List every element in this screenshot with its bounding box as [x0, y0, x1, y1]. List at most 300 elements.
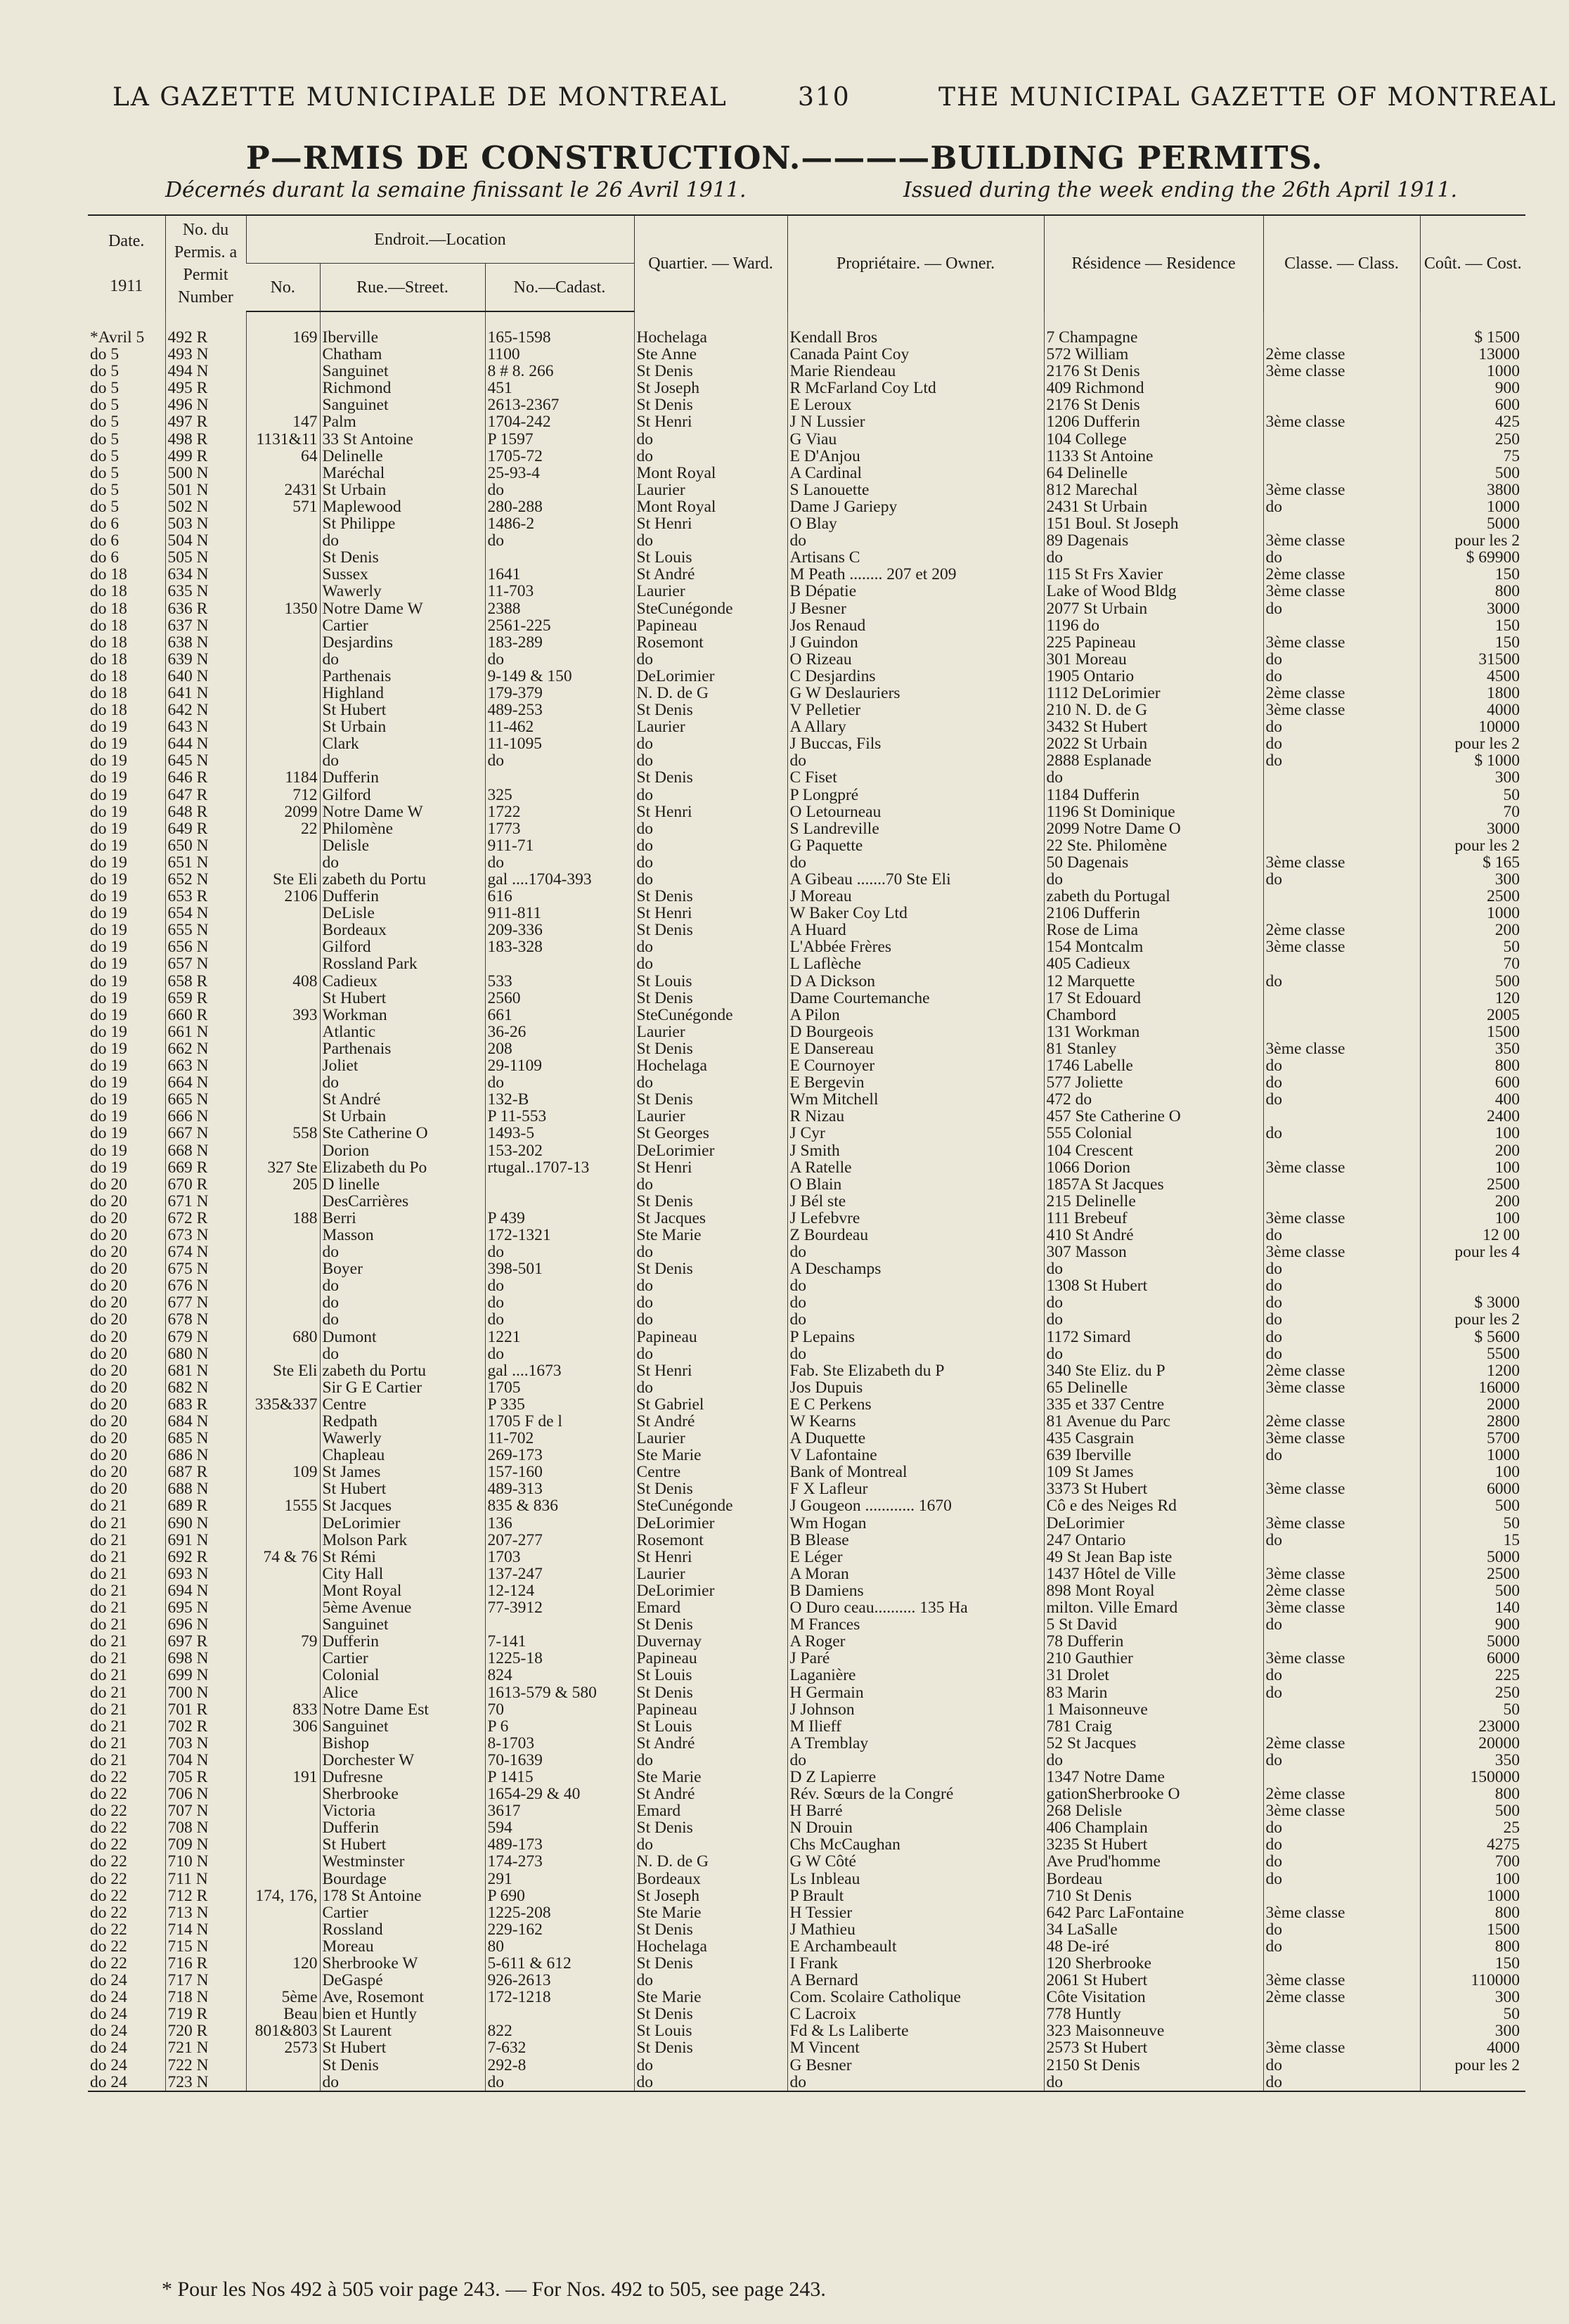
table-row: [88, 431, 1525, 448]
permits-table-wrap: [88, 214, 1525, 2092]
cell-owner: Z Bourdeau: [787, 1227, 1044, 1244]
cell-cost: 150: [1420, 1955, 1525, 1972]
cell-cadastre: 269-173: [485, 1447, 634, 1464]
cell-residence: 812 Marechal: [1044, 482, 1263, 498]
table-row: [88, 1836, 1525, 1853]
cell-street: bien et Huntly: [320, 2006, 485, 2022]
table-row: [88, 1752, 1525, 1769]
cell-residence: 1112 DeLorimier: [1044, 685, 1263, 702]
cell-class: do: [1263, 718, 1420, 735]
table-row: [88, 1938, 1525, 1955]
cell-permit-number: 688 N: [165, 1480, 246, 1497]
cell-permit-number: 662 N: [165, 1040, 246, 1057]
cell-cost: 800: [1420, 1904, 1525, 1921]
cell-cadastre: [485, 549, 634, 566]
cell-residence: 1746 Labelle: [1044, 1057, 1263, 1074]
cell-street-number: [246, 1244, 320, 1260]
cell-permit-number: 645 N: [165, 752, 246, 769]
cell-cost: 500: [1420, 1582, 1525, 1599]
cell-street-number: 191: [246, 1769, 320, 1786]
cell-owner: D Z Lapierre: [787, 1769, 1044, 1786]
cell-cadastre: do: [485, 1277, 634, 1294]
cell-permit-number: 646 R: [165, 769, 246, 786]
cell-ward: Laurier: [634, 482, 787, 498]
cell-cost: 1500: [1420, 1024, 1525, 1040]
cell-class: 3ème classe: [1263, 1599, 1420, 1616]
cell-ward: Papineau: [634, 1650, 787, 1667]
cell-cost: 100: [1420, 1210, 1525, 1227]
cell-cadastre: 11-703: [485, 583, 634, 600]
table-row: [88, 1480, 1525, 1497]
cell-residence: 81 Stanley: [1044, 1040, 1263, 1057]
cell-date: do 19: [90, 803, 127, 820]
cell-cadastre: do: [485, 2074, 634, 2091]
cell-owner: E D'Anjou: [787, 448, 1044, 465]
cell-cadastre: [485, 1176, 634, 1193]
cell-ward: do: [634, 1972, 787, 1989]
cell-street-number: [246, 837, 320, 854]
cell-owner: V Lafontaine: [787, 1447, 1044, 1464]
cell-street-number: [246, 668, 320, 685]
cell-ward: St Denis: [634, 1091, 787, 1108]
cell-class: 3ème classe: [1263, 854, 1420, 871]
col-cost: Coût. — Cost.: [1420, 215, 1525, 311]
cell-ward: St Henri: [634, 413, 787, 430]
cell-street-number: [246, 1802, 320, 1819]
cell-cadastre: 2388: [485, 600, 634, 617]
cell-permit-number: 682 N: [165, 1379, 246, 1396]
table-row: [88, 2074, 1525, 2091]
cell-date: do 19: [90, 1125, 127, 1142]
cell-ward: St Denis: [634, 1955, 787, 1972]
table-row: [88, 1464, 1525, 1480]
cell-ward: do: [634, 820, 787, 837]
cell-permit-number: 708 N: [165, 1819, 246, 1836]
cell-date: do 20: [90, 1311, 127, 1329]
cell-class: [1263, 888, 1420, 905]
cell-permit-number: 644 N: [165, 735, 246, 752]
table-row: [88, 1040, 1525, 1057]
cell-cost: 300: [1420, 1989, 1525, 2006]
cell-owner: do: [787, 1277, 1044, 1294]
cell-class: 3ème classe: [1263, 1040, 1420, 1057]
cell-street: DesCarrières: [320, 1193, 485, 1210]
cell-street-number: [246, 1379, 320, 1396]
cell-permit-number: 635 N: [165, 583, 246, 600]
cell-street-number: [246, 1480, 320, 1497]
cell-street-number: 2099: [246, 803, 320, 820]
cell-date: do 18: [90, 583, 127, 600]
cell-cost: 250: [1420, 431, 1525, 448]
cell-cost: 1000: [1420, 363, 1525, 380]
cell-street-number: 22: [246, 820, 320, 837]
cell-ward: St Henri: [634, 515, 787, 532]
cell-cadastre: 183-289: [485, 634, 634, 651]
table-row: [88, 769, 1525, 786]
cell-ward: St Joseph: [634, 1887, 787, 1904]
cell-class: [1263, 905, 1420, 922]
cell-residence: 3432 St Hubert: [1044, 718, 1263, 735]
table-row: [88, 1887, 1525, 1904]
cell-cost: 2800: [1420, 1413, 1525, 1430]
cell-street: Delisle: [320, 837, 485, 854]
cell-ward: St Denis: [634, 702, 787, 718]
cell-cadastre: 926-2613: [485, 1972, 634, 1989]
cell-street-number: 833: [246, 1701, 320, 1718]
cell-ward: St Denis: [634, 990, 787, 1007]
cell-street-number: [246, 718, 320, 735]
cell-class: 2ème classe: [1263, 1362, 1420, 1379]
cell-street: Dumont: [320, 1329, 485, 1345]
cell-cost: 800: [1420, 583, 1525, 600]
cell-ward: DeLorimier: [634, 1142, 787, 1159]
cell-owner: Wm Hogan: [787, 1515, 1044, 1532]
cell-cost: 4275: [1420, 1836, 1525, 1853]
cell-residence: 555 Colonial: [1044, 1125, 1263, 1142]
cell-street-number: [246, 2074, 320, 2091]
cell-cost: pour les 2: [1420, 1311, 1525, 1328]
cell-cost: $ 69900: [1420, 549, 1525, 566]
cell-ward: do: [634, 1244, 787, 1260]
cell-street: do: [320, 1345, 485, 1362]
cell-residence: Côte Visitation: [1044, 1989, 1263, 2006]
cell-class: do: [1263, 871, 1420, 888]
cell-cadastre: 11-1095: [485, 735, 634, 752]
cell-cost: 800: [1420, 1786, 1525, 1802]
cell-street-number: [246, 549, 320, 566]
cell-ward: Hochelaga: [634, 1938, 787, 1955]
cell-class: 3ème classe: [1263, 1566, 1420, 1582]
cell-ward: do: [634, 2074, 787, 2091]
cell-class: [1263, 837, 1420, 854]
cell-permit-number: 713 N: [165, 1904, 246, 1921]
cell-street: Redpath: [320, 1413, 485, 1430]
cell-class: [1263, 803, 1420, 820]
cell-street: Parthenais: [320, 668, 485, 685]
cell-street-number: [246, 938, 320, 955]
cell-permit-number: 677 N: [165, 1294, 246, 1311]
cell-owner: O Rizeau: [787, 651, 1044, 668]
cell-residence: 225 Papineau: [1044, 634, 1263, 651]
cell-permit-number: 658 R: [165, 973, 246, 990]
cell-residence: do: [1044, 1311, 1263, 1328]
cell-residence: zabeth du Portugal: [1044, 888, 1263, 905]
header-left: LA GAZETTE MUNICIPALE DE MONTREAL: [112, 83, 728, 112]
cell-ward: St Gabriel: [634, 1396, 787, 1413]
cell-class: 2ème classe: [1263, 346, 1420, 363]
cell-owner: H Barré: [787, 1802, 1044, 1819]
cell-residence: 115 St Frs Xavier: [1044, 566, 1263, 583]
cell-permit-number: 676 N: [165, 1277, 246, 1294]
cell-permit-number: 691 N: [165, 1532, 246, 1549]
cell-cadastre: gal ....1673: [485, 1362, 634, 1379]
cell-street: Wawerly: [320, 1430, 485, 1447]
cell-permit-number: 716 R: [165, 1955, 246, 1972]
cell-residence: 2176 St Denis: [1044, 396, 1263, 413]
table-row: [88, 1345, 1525, 1362]
cell-cadastre: 451: [485, 380, 634, 396]
cell-street-number: [246, 1193, 320, 1210]
table-row: [88, 685, 1525, 702]
cell-residence: 49 St Jean Bap iste: [1044, 1549, 1263, 1566]
cell-date: do 22: [90, 1904, 127, 1921]
cell-date: do 19: [90, 752, 127, 770]
cell-owner: A Huard: [787, 922, 1044, 938]
cell-cadastre: [485, 955, 634, 972]
cell-date: do 19: [90, 1023, 127, 1040]
table-row: [88, 854, 1525, 871]
cell-date: do 20: [90, 1277, 127, 1295]
cell-ward: do: [634, 2057, 787, 2074]
cell-class: 3ème classe: [1263, 938, 1420, 955]
cell-residence: 111 Brebeuf: [1044, 1210, 1263, 1227]
cell-date: do 22: [90, 1920, 127, 1938]
cell-permit-number: 664 N: [165, 1074, 246, 1091]
cell-residence: 104 College: [1044, 431, 1263, 448]
table-row: [88, 1532, 1525, 1549]
table-row: [88, 1718, 1525, 1735]
cell-ward: Laurier: [634, 1566, 787, 1582]
cell-date: do 18: [90, 616, 127, 634]
table-row: [88, 702, 1525, 718]
cell-residence: 572 William: [1044, 346, 1263, 363]
cell-cost: [1420, 2074, 1525, 2091]
cell-street: Colonial: [320, 1667, 485, 1684]
cell-ward: Rosemont: [634, 1532, 787, 1549]
cell-ward: Emard: [634, 1802, 787, 1819]
cell-ward: Emard: [634, 1599, 787, 1616]
cell-owner: do: [787, 1244, 1044, 1260]
cell-residence: 64 Delinelle: [1044, 465, 1263, 482]
cell-ward: St Denis: [634, 396, 787, 413]
cell-permit-number: 721 N: [165, 2039, 246, 2056]
cell-class: [1263, 1769, 1420, 1786]
cell-permit-number: 637 N: [165, 617, 246, 634]
cell-street: Dufferin: [320, 769, 485, 786]
cell-cost: 100: [1420, 1871, 1525, 1887]
cell-cadastre: 1705-72: [485, 448, 634, 465]
cell-residence: 2573 St Hubert: [1044, 2039, 1263, 2056]
cell-ward: Mont Royal: [634, 465, 787, 482]
cell-ward: St Denis: [634, 888, 787, 905]
cell-cadastre: do: [485, 752, 634, 769]
cell-owner: L'Abbée Frères: [787, 938, 1044, 955]
cell-ward: do: [634, 735, 787, 752]
cell-date: do 19: [90, 837, 127, 854]
cell-residence: 472 do: [1044, 1091, 1263, 1108]
cell-date: do 20: [90, 1345, 127, 1362]
cell-ward: do: [634, 871, 787, 888]
cell-ward: Laurier: [634, 1024, 787, 1040]
cell-class: do: [1263, 1836, 1420, 1853]
cell-cost: 50: [1420, 1701, 1525, 1718]
cell-date: do 19: [90, 955, 127, 973]
cell-residence: 1184 Dufferin: [1044, 787, 1263, 803]
cell-permit-number: 669 R: [165, 1159, 246, 1176]
cell-street-number: [246, 532, 320, 549]
cell-date: do 21: [90, 1582, 127, 1600]
cell-date: do 18: [90, 702, 127, 719]
cell-street: St Hubert: [320, 702, 485, 718]
table-row: [88, 1413, 1525, 1430]
cell-permit-number: 719 R: [165, 2006, 246, 2022]
cell-cost: 25: [1420, 1819, 1525, 1836]
cell-ward: St André: [634, 566, 787, 583]
subtitle-english: Issued during the week ending the 26th April 1911.: [903, 178, 1458, 202]
cell-street: do: [320, 1244, 485, 1260]
table-row: [88, 837, 1525, 854]
cell-permit-number: 641 N: [165, 685, 246, 702]
table-row: [88, 617, 1525, 634]
cell-street: Victoria: [320, 1802, 485, 1819]
cell-class: do: [1263, 1752, 1420, 1769]
cell-ward: St Denis: [634, 1260, 787, 1277]
cell-ward: St Denis: [634, 1040, 787, 1057]
cell-date: do 24: [88, 2074, 165, 2091]
cell-owner: Fab. Ste Elizabeth du P: [787, 1362, 1044, 1379]
cell-owner: Dame Courtemanche: [787, 990, 1044, 1007]
cell-ward: St Henri: [634, 803, 787, 820]
cell-owner: Fd & Ls Laliberte: [787, 2022, 1044, 2039]
cell-residence: Lake of Wood Bldg: [1044, 583, 1263, 600]
cell-ward: Laurier: [634, 583, 787, 600]
cell-cadastre: 292-8: [485, 2057, 634, 2074]
cell-date: *Avril 5: [90, 329, 145, 347]
cell-class: do: [1263, 1311, 1420, 1328]
cell-owner: B Dépatie: [787, 583, 1044, 600]
cell-cadastre: 489-253: [485, 702, 634, 718]
table-row: [88, 955, 1525, 972]
cell-street: Sanguinet: [320, 1718, 485, 1735]
cell-cadastre: 1225-18: [485, 1650, 634, 1667]
cell-date: do 5: [90, 413, 120, 431]
cell-date: do 19: [90, 1142, 127, 1159]
cell-class: do: [1263, 1684, 1420, 1701]
cell-owner: C Desjardins: [787, 668, 1044, 685]
cell-class: [1263, 1701, 1420, 1718]
cell-street: Boyer: [320, 1260, 485, 1277]
cell-ward: DeLorimier: [634, 668, 787, 685]
cell-street: St Rémi: [320, 1549, 485, 1566]
cell-street: Maréchal: [320, 465, 485, 482]
cell-class: [1263, 1464, 1420, 1480]
cell-street-number: [246, 1904, 320, 1921]
cell-residence: 5 St David: [1044, 1616, 1263, 1633]
cell-permit-number: 503 N: [165, 515, 246, 532]
cell-permit-number: 492 R: [165, 329, 246, 346]
cell-date: do 21: [90, 1548, 127, 1566]
cell-cadastre: 533: [485, 973, 634, 990]
cell-street-number: [246, 1566, 320, 1582]
cell-cost: 100: [1420, 1125, 1525, 1142]
cell-cost: 2005: [1420, 1007, 1525, 1024]
cell-street-number: 74 & 76: [246, 1549, 320, 1566]
cell-ward: SteCunégonde: [634, 600, 787, 617]
cell-cost: 5000: [1420, 1633, 1525, 1650]
cell-street: St Hubert: [320, 2039, 485, 2056]
table-row: [88, 448, 1525, 465]
header-right: THE MUNICIPAL GAZETTE OF MONTREAL: [938, 83, 1557, 112]
cell-permit-number: 642 N: [165, 702, 246, 718]
cell-residence: 17 St Edouard: [1044, 990, 1263, 1007]
cell-street: Philomène: [320, 820, 485, 837]
cell-date: do 22: [90, 1836, 127, 1854]
cell-date: do 19: [90, 938, 127, 956]
col-ward: Quartier. — Ward.: [634, 215, 787, 311]
cell-ward: Papineau: [634, 1329, 787, 1345]
cell-street-number: [246, 1430, 320, 1447]
cell-cadastre: 661: [485, 1007, 634, 1024]
cell-owner: Laganière: [787, 1667, 1044, 1684]
cell-ward: St Henri: [634, 905, 787, 922]
cell-residence: Chambord: [1044, 1007, 1263, 1024]
cell-street-number: [246, 1582, 320, 1599]
cell-date: do 20: [90, 1294, 127, 1312]
cell-street: St Denis: [320, 2057, 485, 2074]
cell-ward: St Louis: [634, 2022, 787, 2039]
cell-owner: J Guindon: [787, 634, 1044, 651]
table-row: [88, 1430, 1525, 1447]
cell-class: do: [1263, 1532, 1420, 1549]
cell-cost: 12 00: [1420, 1227, 1525, 1244]
cell-street-number: Ste Eli: [246, 1362, 320, 1379]
cell-street: Alice: [320, 1684, 485, 1701]
cell-ward: St Denis: [634, 1921, 787, 1938]
cell-date: do 19: [90, 922, 127, 939]
table-row: [88, 990, 1525, 1007]
col-street: Rue.—Street.: [320, 264, 485, 312]
cell-residence: 2431 St Urbain: [1044, 498, 1263, 515]
cell-class: 2ème classe: [1263, 922, 1420, 938]
table-row: [88, 922, 1525, 938]
cell-class: 3ème classe: [1263, 1480, 1420, 1497]
cell-owner: M Ilieff: [787, 1718, 1044, 1735]
cell-street: Maplewood: [320, 498, 485, 515]
cell-date: do 19: [90, 972, 127, 990]
cell-cadastre: 1654-29 & 40: [485, 1786, 634, 1802]
cell-street: DeLisle: [320, 905, 485, 922]
cell-street: Bishop: [320, 1735, 485, 1752]
cell-date: do 21: [90, 1514, 127, 1532]
cell-residence: 50 Dagenais: [1044, 854, 1263, 871]
cell-date: do 18: [90, 633, 127, 651]
cell-date: do 20: [90, 1175, 127, 1193]
cell-street: Dufresne: [320, 1769, 485, 1786]
cell-owner: G Besner: [787, 2057, 1044, 2074]
cell-date: do 21: [90, 1599, 127, 1617]
cell-street: Gilford: [320, 938, 485, 955]
cell-street-number: [246, 1413, 320, 1430]
cell-owner: I Frank: [787, 1955, 1044, 1972]
cell-permit-number: 678 N: [165, 1311, 246, 1328]
cell-residence: 1 Maisonneuve: [1044, 1701, 1263, 1718]
cell-class: 3ème classe: [1263, 1379, 1420, 1396]
cell-residence: 2022 St Urbain: [1044, 735, 1263, 752]
cell-ward: St André: [634, 1735, 787, 1752]
cell-street-number: 1131&11: [246, 431, 320, 448]
cell-street-number: [246, 396, 320, 413]
cell-street-number: 801&803: [246, 2022, 320, 2039]
cell-cadastre: 1641: [485, 566, 634, 583]
cell-class: 2ème classe: [1263, 685, 1420, 702]
cell-permit-number: 697 R: [165, 1633, 246, 1650]
cell-street: Sir G E Cartier: [320, 1379, 485, 1396]
table-row: [88, 1362, 1525, 1379]
cell-owner: Dame J Gariepy: [787, 498, 1044, 515]
cell-cadastre: 1722: [485, 803, 634, 820]
cell-cost: 150: [1420, 634, 1525, 651]
cell-permit-number: 661 N: [165, 1024, 246, 1040]
